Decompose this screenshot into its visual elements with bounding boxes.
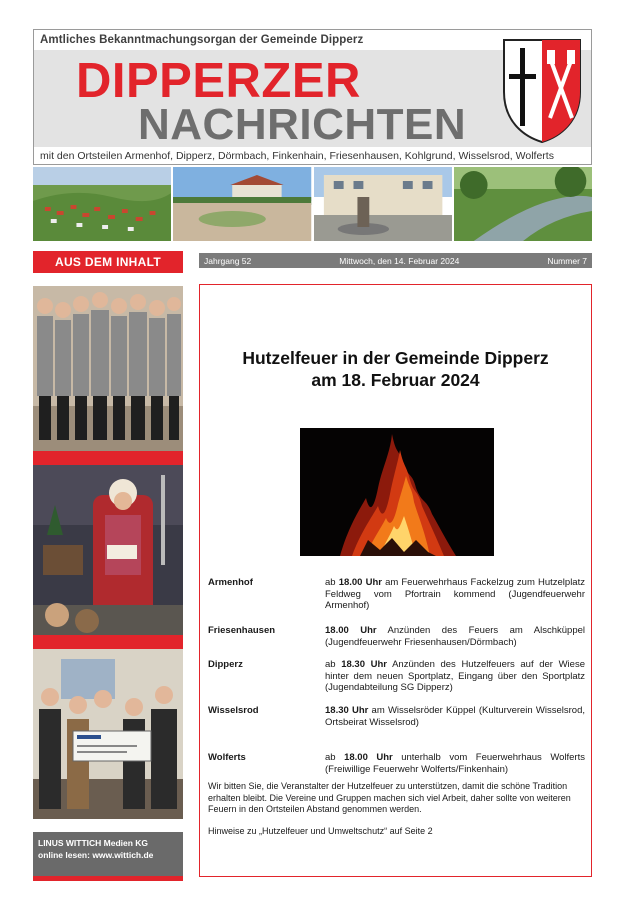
schedule-text: 18.00 Uhr Anzünden des Feuers am Alschküppel (Jugendfeuerwehr Friesenhausen/Dörmbach) [325,625,585,648]
org-line: Amtliches Bekanntmachungsorgan der Gemeinde Dipperz [40,34,364,46]
headline-line1: Hutzelfeuer in der Gemeinde Dipperz [242,348,549,368]
districts-line: mit den Ortsteilen Armenhof, Dipperz, Dörmbach, Finkenhain, Friesenhausen, Kohlgrund, Wisselsrod, Wolferts [40,150,554,162]
photo-group-choir [33,286,183,451]
issue-info-bar [199,253,592,268]
photo-bonfire [300,428,494,556]
photo-plaza [173,167,311,241]
sidebar-separator [33,451,183,465]
schedule-text: ab 18.30 Uhr Anzünden des Hutzelfeuers auf der Wiese hinter dem neuen Sportplatz, Eingang über den Sportplatz (Jugendabteilung SG Dipperz) [325,659,585,693]
issue-date: Mittwoch, den 14. Februar 2024 [339,255,460,266]
schedule-place: Dipperz [208,659,243,670]
schedule-place: Armenhof [208,577,253,588]
article-headline [200,347,591,391]
page-reference-hint: Hinweise zu „Hutzelfeuer und Umweltschutz“ auf Seite 2 [208,826,433,836]
sidebar-separator [33,635,183,649]
photo-village-panorama [33,167,171,241]
schedule-text: 18.30 Uhr am Wisselsröder Küppel (Kulturverein Wisselsrod, Ortsbeirat Wisselsrod) [325,705,585,728]
headline-line2: am 18. Februar 2024 [311,370,480,390]
article-box [199,284,592,877]
schedule-place: Friesenhausen [208,625,276,636]
schedule-text: ab 18.00 Uhr unterhalb vom Feuerwehrhaus Wolferts (Freiwillige Feuerwehr Wolferts/Finkenhain) [325,752,585,775]
masthead [33,29,592,165]
footer-accent [33,876,183,881]
photo-stream [454,167,592,241]
issue-volume: Jahrgang 52 [204,255,252,266]
closing-paragraph: Wir bitten Sie, die Veranstalter der Hutzelfeuer zu unterstützen, damit die schöne Tradition erhalten bleibt. Die Vereine und Gruppen machen sich viel Arbeit, daher sollte von weiteren Feuern in den Ortsteilen Abstand genommen werden. [208,781,571,814]
sidebar-heading: AUS DEM INHALT [33,251,183,273]
photo-storyteller [33,465,183,635]
title-dipperzer: DIPPERZER [76,54,361,108]
schedule-place: Wisselsrod [208,705,259,716]
photo-cheque-handover [33,649,183,819]
publisher-name: LINUS WITTICH Medien KG [38,838,149,848]
masthead-photo-strip [33,167,592,241]
schedule-place: Wolferts [208,752,246,763]
coat-of-arms-icon [500,36,584,144]
photo-monument [314,167,452,241]
publisher-website: online lesen: www.wittich.de [38,850,154,860]
schedule-text: ab 18.00 Uhr am Feuerwehrhaus Fackelzug zum Hutzelplatz Feldweg vom Pfortrain kommend (Jugendfeuerwehr Armenhof) [325,577,585,611]
publisher-box [33,832,183,876]
title-nachrichten: NACHRICHTEN [138,100,467,149]
issue-number: Nummer 7 [547,255,587,266]
